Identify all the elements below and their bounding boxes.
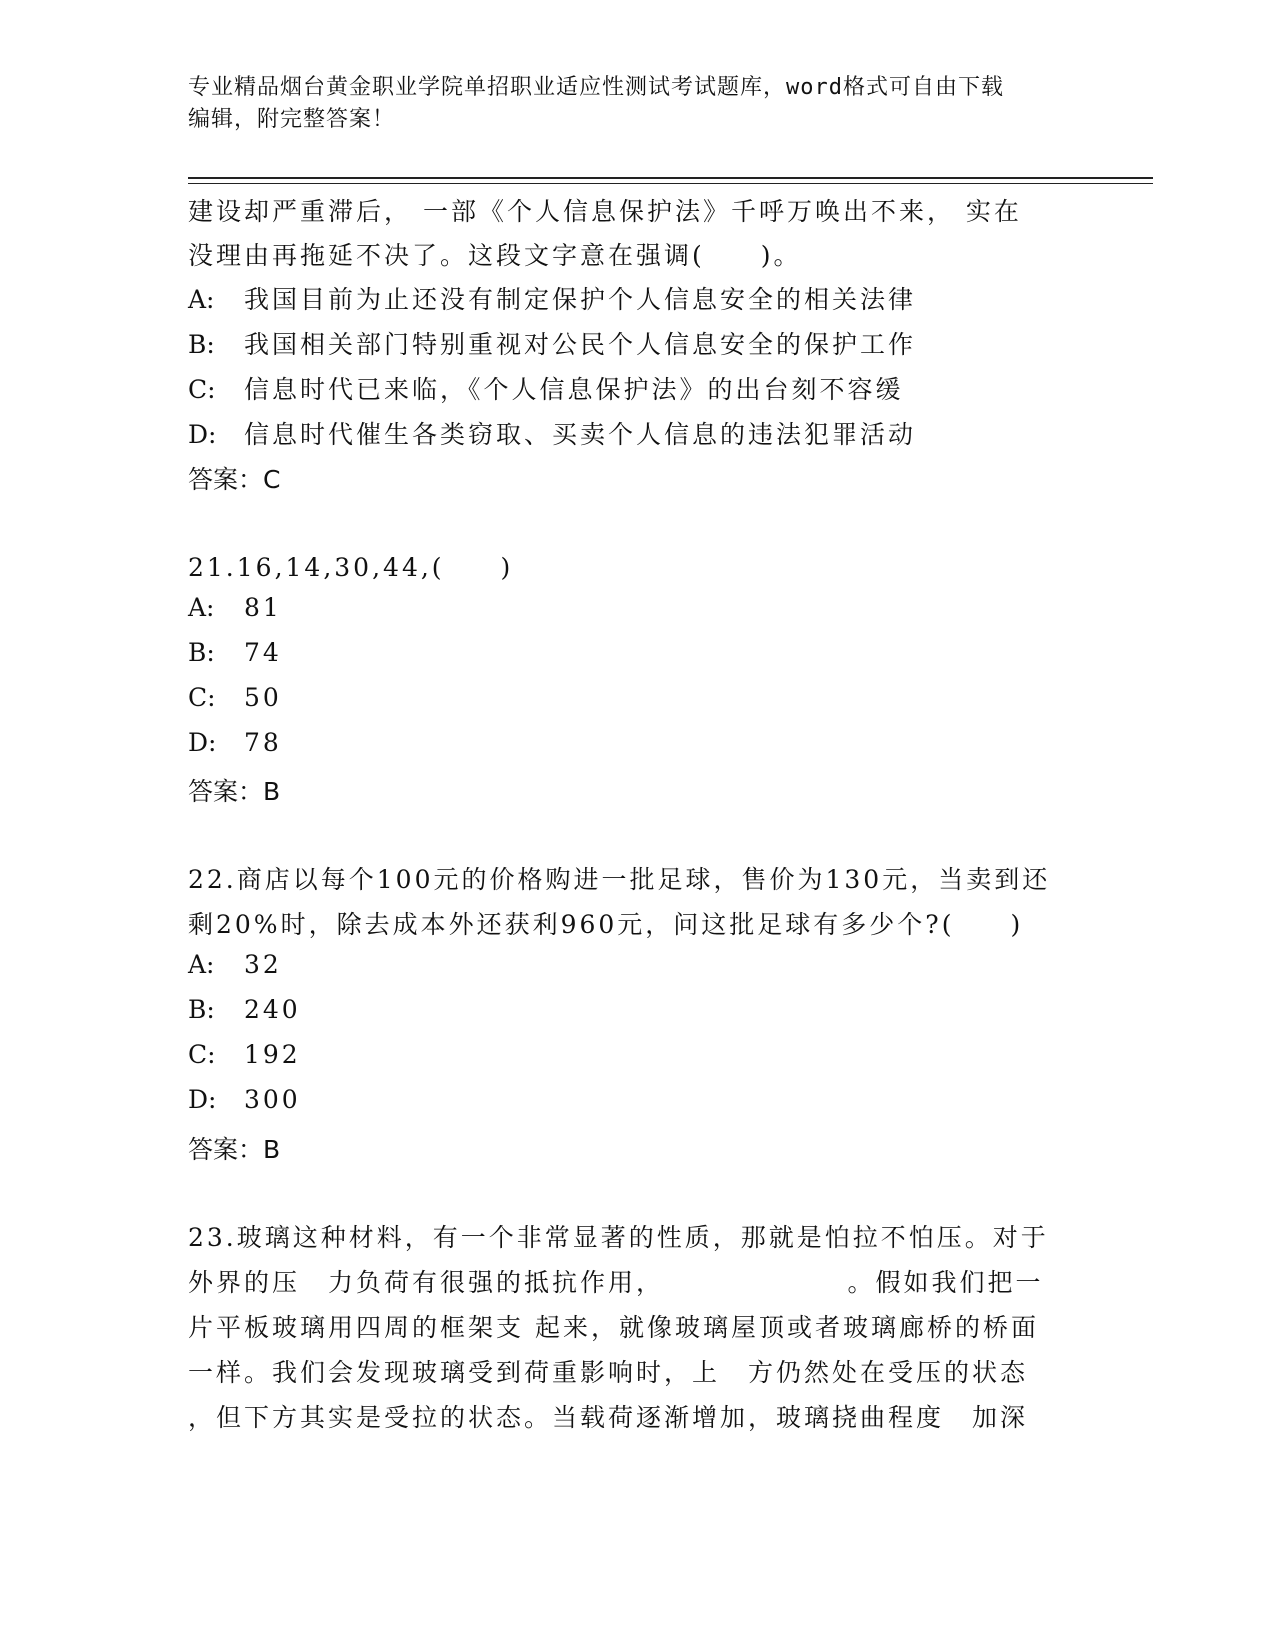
q22-option-b [188,995,301,1024]
option-key: A: [188,593,215,622]
option-text: 50 [244,683,282,712]
option-key: A: [188,285,215,314]
header-line-2: 编辑，附完整答案！ [188,107,396,132]
q21-option-b [188,638,282,667]
option-text: 240 [244,995,301,1024]
q21-option-a [188,593,282,622]
q21-option-c [188,683,282,712]
q20-text-line-1: 建设却严重滞后， 一部《个人信息保护法》千呼万唤出不来， 实在 [188,197,1022,226]
option-key: D: [188,1085,217,1114]
option-text: 我国目前为止还没有制定保护个人信息安全的相关法律 [244,285,917,314]
option-text: 300 [244,1085,301,1114]
q22-option-a [188,950,282,979]
option-key: B: [188,995,215,1024]
option-key: C: [188,1040,216,1069]
q21-text-line-1: 21.16,14,30,44,( ) [188,553,514,582]
q20-option-c [188,370,904,406]
header-divider-thin [188,183,1153,184]
q20-answer: 答案：C [188,465,281,494]
q21-option-d [188,728,282,757]
q23-text-line-4: 一样。我们会发现玻璃受到荷重影响时，上 方仍然处在受压的状态 [188,1358,1029,1387]
q22-text-line-1: 22.商店以每个100元的价格购进一批足球，售价为130元，当卖到还 [188,865,1051,894]
q22-answer: 答案：B [188,1135,281,1164]
option-key: C: [188,375,216,404]
option-text: 信息时代已来临，《个人信息保护法》的出台刻不容缓 [244,375,904,404]
q20-option-a [188,280,916,316]
option-text: 我国相关部门特别重视对公民个人信息安全的保护工作 [244,330,917,359]
option-key: B: [188,330,215,359]
q23-text-line-1: 23.玻璃这种材料，有一个非常显著的性质，那就是怕拉不怕压。对于 [188,1223,1049,1252]
option-text: 78 [244,728,282,757]
option-key: C: [188,683,216,712]
q20-option-b [188,325,916,361]
q22-option-c [188,1040,301,1069]
option-text: 32 [244,950,282,979]
q23-text-line-2: 外界的压 力负荷有很强的抵抗作用， 。假如我们把一 [188,1268,1044,1297]
q22-option-d [188,1085,301,1114]
option-key: B: [188,638,215,667]
q20-option-d [188,415,916,451]
option-key: A: [188,950,215,979]
document-header [188,72,1068,136]
option-text: 81 [244,593,282,622]
option-key: D: [188,728,217,757]
option-text: 192 [244,1040,301,1069]
option-key: D: [188,420,217,449]
option-text: 信息时代催生各类窃取、买卖个人信息的违法犯罪活动 [244,420,917,449]
q22-text-line-2: 剩20%时，除去成本外还获利960元，问这批足球有多少个?( ) [188,910,1024,939]
header-line-1: 专业精品烟台黄金职业学院单招职业适应性测试考试题库，word格式可自由下载 [188,75,1004,100]
q23-text-line-5: ，但下方其实是受拉的状态。当载荷逐渐增加，玻璃挠曲程度 加深 [188,1403,1029,1432]
q20-text-line-2: 没理由再拖延不决了。这段文字意在强调( )。 [188,241,802,270]
q23-text-line-3: 片平板玻璃用四周的框架支 起来，就像玻璃屋顶或者玻璃廊桥的桥面 [188,1313,1039,1342]
q21-answer: 答案：B [188,777,281,806]
option-text: 74 [244,638,282,667]
header-divider-thick [188,177,1153,179]
